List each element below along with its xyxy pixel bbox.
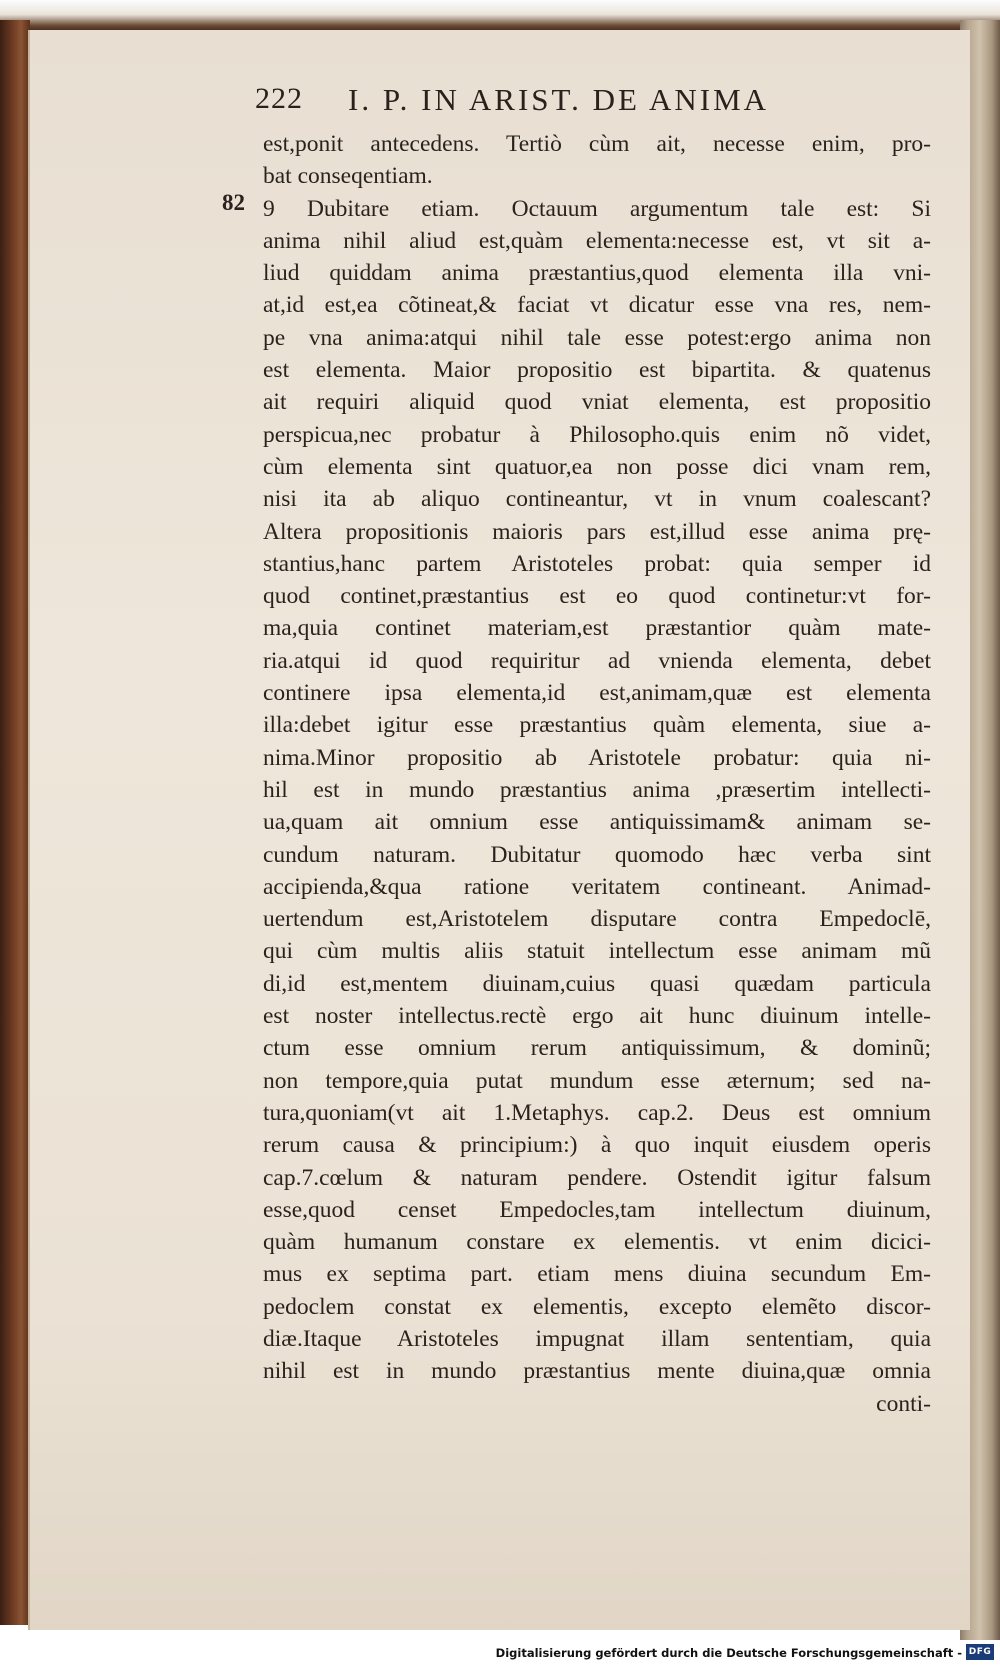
dfg-logo: DFG xyxy=(966,1644,994,1660)
text-line: rerum causa & principium:) à quo inquit eiusdem operis xyxy=(263,1132,931,1159)
text-line: mus ex septima part. etiam mens diuina secundum Em- xyxy=(263,1261,931,1288)
text-line: cap.7.cœlum & naturam pendere. Ostendit igitur falsum xyxy=(263,1164,931,1191)
text-line: illa:debet igitur esse præstantius quàm elementa, siue a- xyxy=(263,712,931,739)
text-line: pedoclem constat ex elementis, excepto elemẽto discor- xyxy=(263,1293,931,1320)
text-line: Altera propositionis maioris pars est,illud esse anima prę- xyxy=(263,518,931,545)
text-line: liud quiddam anima præstantius,quod elementa illa vni- xyxy=(263,260,931,287)
text-line: non tempore,quia putat mundum esse æternum; sed na- xyxy=(263,1067,931,1094)
text-line: at,id est,ea cõtineat,& faciat vt dicatur esse vna res, nem- xyxy=(263,292,931,319)
text-line: nima.Minor propositio ab Aristotele probatur: quia ni- xyxy=(263,744,931,771)
text-line: accipienda,&qua ratione veritatem contineant. Animad- xyxy=(263,873,931,900)
text-line: ria.atqui id quod requiritur ad vnienda elementa, debet xyxy=(263,647,931,674)
running-head xyxy=(255,82,855,122)
page-number: 222 xyxy=(255,82,303,115)
text-line: pe vna anima:atqui nihil tale esse potest:ergo anima non xyxy=(263,324,931,351)
text-line: est,ponit antecedens. Tertiò cùm ait, necesse enim, pro- xyxy=(263,131,931,157)
text-line: est noster intellectus.rectè ergo ait hunc diuinum intelle- xyxy=(263,1003,931,1030)
text-line: tura,quoniam(vt ait 1.Metaphys. cap.2. Deus est omnium xyxy=(263,1099,931,1126)
page-text-body xyxy=(263,128,931,1420)
catchword: conti- xyxy=(876,1390,931,1417)
text-line: perspicua,nec probatur à Philosopho.quis enim nõ videt, xyxy=(263,421,931,448)
margin-note: 82 xyxy=(222,190,245,215)
book-spine-edge xyxy=(0,20,30,1625)
text-line: diæ.Itaque Aristoteles impugnat illam sententiam, quia xyxy=(263,1325,931,1352)
text-line: ua,quam ait omnium esse antiquissimam& animam se- xyxy=(263,809,931,836)
book-top-edge xyxy=(0,0,1000,32)
text-line: ma,quia continet materiam,est præstantior quàm mate- xyxy=(263,615,931,642)
text-line: nisi ita ab aliquo contineantur, vt in vnum coalescant? xyxy=(263,486,931,513)
text-line: ctum esse omnium rerum antiquissimum, & dominũ; xyxy=(263,1035,931,1062)
digitization-footer xyxy=(0,1640,1000,1667)
text-line: nihil est in mundo præstantius mente diuina,quæ omnia xyxy=(263,1358,931,1385)
text-line: hil est in mundo præstantius anima ,præsertim intellecti- xyxy=(263,776,931,803)
text-line: continere ipsa elementa,id est,animam,quæ est elementa xyxy=(263,680,931,707)
text-line: esse,quod censet Empedocles,tam intellectum diuinum, xyxy=(263,1196,931,1223)
text-line: quod continet,præstantius est eo quod continetur:vt for- xyxy=(263,583,931,610)
running-head-title: I. P. IN ARIST. DE ANIMA xyxy=(348,82,770,117)
text-line: quàm humanum constare ex elementis. vt enim dicici- xyxy=(263,1229,931,1256)
text-line: bat conseqentiam. xyxy=(263,163,433,190)
text-line: ait requiri aliquid quod vniat elementa, est propositio xyxy=(263,389,931,416)
text-line: anima nihil aliud est,quàm elementa:necesse est, vt sit a- xyxy=(263,227,931,254)
text-line: est elementa. Maior propositio est bipartita. & quatenus xyxy=(263,357,931,384)
text-line: cundum naturam. Dubitatur quomodo hæc verba sint xyxy=(263,841,931,868)
text-line: qui cùm multis aliis statuit intellectum esse animam mũ xyxy=(263,938,931,965)
text-line: 9 Dubitare etiam. Octauum argumentum tale est: Si xyxy=(263,195,931,222)
funding-credit: Digitalisierung gefördert durch die Deutsche Forschungsgemeinschaft - xyxy=(495,1646,962,1660)
text-line: stantius,hanc partem Aristoteles probat: quia semper id xyxy=(263,550,931,577)
text-line: cùm elementa sint quatuor,ea non posse dici vnam rem, xyxy=(263,453,931,480)
text-line: uertendum est,Aristotelem disputare contra Empedoclē, xyxy=(263,906,931,933)
text-line: di,id est,mentem diuinam,cuius quasi quædam particula xyxy=(263,970,931,997)
